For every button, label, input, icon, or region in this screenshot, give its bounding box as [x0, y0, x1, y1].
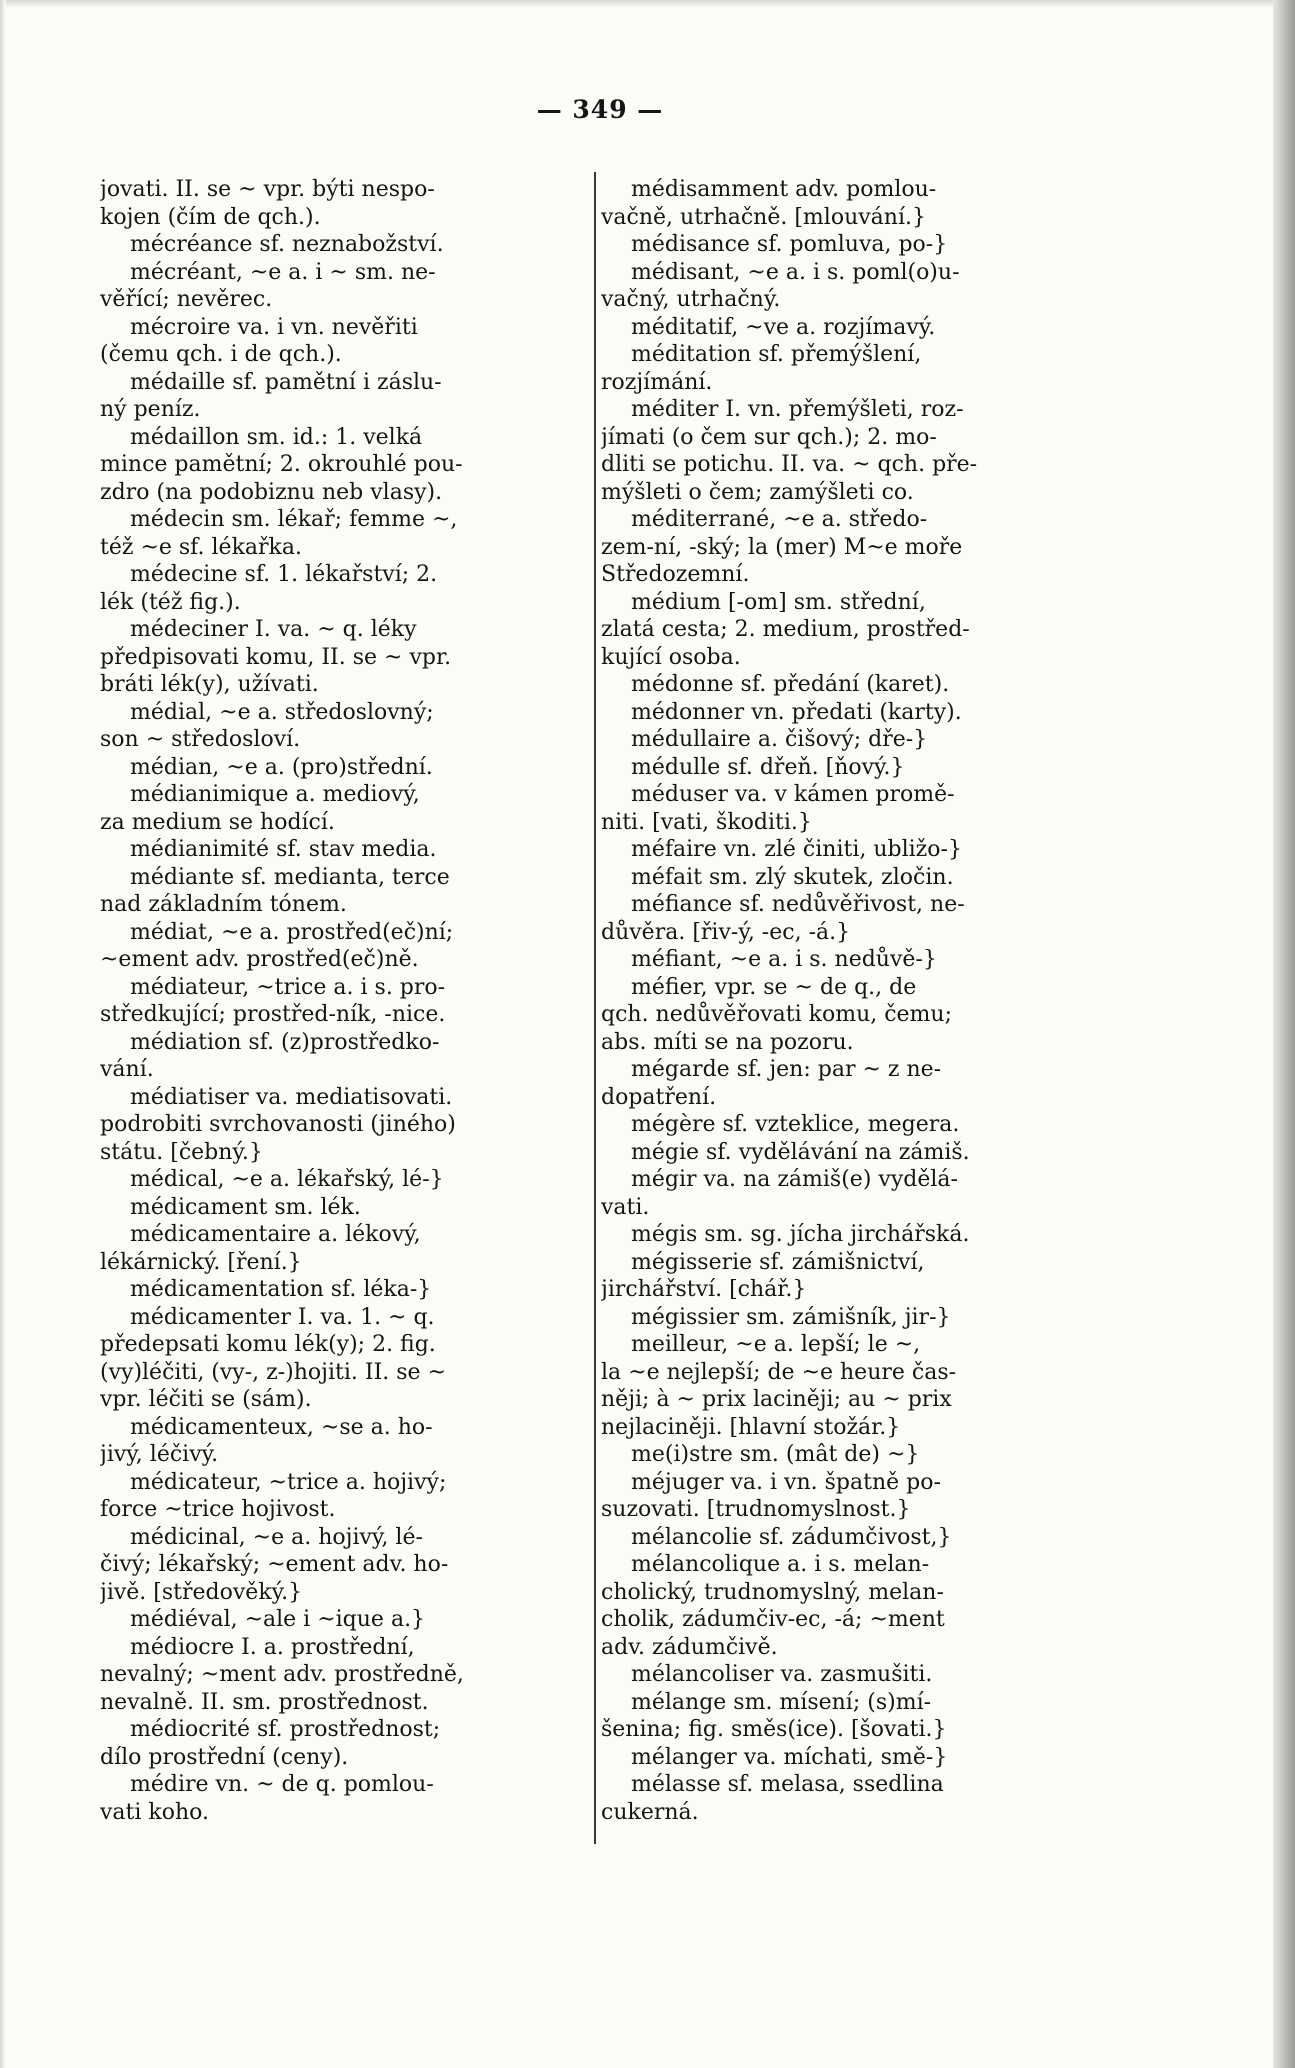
right-column-line: méfiant, ~e a. i s. nedůvě-}	[631, 947, 937, 972]
left-column	[100, 176, 595, 1826]
left-column-line: zdro (na podobiznu neb vlasy).	[100, 479, 443, 505]
left-column-line: ný peníz.	[100, 397, 201, 422]
right-column-line: méditer I. vn. přemýšleti, roz-	[631, 397, 964, 422]
right-column-line: méditation sf. přemýšlení,	[631, 342, 922, 367]
right-column-line: méfiance sf. nedůvěřivost, ne-	[631, 892, 965, 917]
right-column-line: méditatif, ~ve a. rozjímavý.	[631, 314, 936, 340]
left-column-line: bráti lék(y), užívati.	[100, 672, 319, 697]
right-column-line: zem-ní, -ský; la (mer) M~e moře	[601, 534, 963, 560]
left-column-line: nevalně. II. sm. prostřednost.	[100, 1689, 429, 1715]
right-column-line: vati.	[601, 1194, 650, 1220]
left-column-line: jovati. II. se ~ vpr. býti nespo-	[100, 177, 435, 202]
left-column-line: podrobiti svrchovanosti (jiného)	[100, 1112, 456, 1137]
right-column-line: kující osoba.	[601, 644, 741, 670]
right-column-line: mélancoliser va. zasmušiti.	[631, 1662, 933, 1687]
column-divider	[594, 172, 596, 1844]
left-column-line: ~ement adv. prostřed(eč)ně.	[100, 947, 419, 972]
left-column-line: médicamentation sf. léka-}	[130, 1277, 432, 1302]
right-column-line: médisamment adv. pomlou-	[631, 177, 937, 202]
right-column-line: mélancolie sf. zádumčivost,}	[631, 1524, 952, 1550]
page-number: — 349 —	[536, 95, 664, 124]
right-column-line: niti. [vati, škoditi.}	[601, 809, 812, 835]
left-column-line: (vy)léčiti, (vy-, z-)hojiti. II. se ~	[100, 1359, 447, 1385]
left-column-line: médiocrité sf. prostřednost;	[130, 1717, 441, 1742]
left-column-line: médicinal, ~e a. hojivý, lé-	[130, 1524, 423, 1550]
left-column-line: médeciner I. va. ~ q. léky	[130, 617, 417, 642]
left-column-line: mécréance sf. neznabožství.	[130, 232, 444, 257]
left-column-line: médical, ~e a. lékařský, lé-}	[130, 1167, 444, 1192]
right-column-line: mégir va. na zámiš(e) vydělá-	[631, 1167, 958, 1192]
left-column-line: médicamenter I. va. 1. ~ q.	[130, 1304, 435, 1330]
right-column-line: mégisserie sf. zámišnictví,	[631, 1249, 925, 1275]
left-column-line: předepsati komu lék(y); 2. fig.	[100, 1332, 436, 1357]
right-column-line: mégis sm. sg. jícha jirchářská.	[631, 1222, 970, 1247]
right-column-line: Středozemní.	[601, 562, 750, 587]
right-column-line: jirchářství. [chář.}	[601, 1277, 807, 1302]
left-column-line: předpisovati komu, II. se ~ vpr.	[100, 644, 452, 670]
left-column-line: médicamentaire a. lékový,	[130, 1222, 421, 1247]
right-column-line: dliti se potichu. II. va. ~ qch. pře-	[601, 452, 978, 477]
right-column-line: důvěra. [řiv-ý, -ec, -á.}	[601, 919, 851, 945]
page-right-edge	[1273, 0, 1295, 2068]
left-column-line: médiat, ~e a. prostřed(eč)ní;	[130, 919, 454, 945]
right-column-line: abs. míti se na pozoru.	[601, 1029, 854, 1055]
page-left-edge	[0, 0, 6, 2068]
left-column-line: kojen (čím de qch.).	[100, 204, 321, 230]
right-column-line: dopatření.	[601, 1084, 717, 1110]
right-column-line: šenina; fig. směs(ice). [šovati.}	[601, 1717, 947, 1742]
left-column-line: lékárnický. [ření.}	[100, 1249, 302, 1275]
right-column-line: méfait sm. zlý skutek, zločin.	[631, 864, 954, 890]
right-column-line: médisance sf. pomluva, po-}	[631, 232, 948, 257]
left-column-line: médiéval, ~ale i ~ique a.}	[130, 1607, 426, 1632]
right-column-line: mélange sm. mísení; (s)mí-	[631, 1689, 932, 1715]
right-column-line: nejlaciněji. [hlavní stožár.}	[601, 1414, 901, 1440]
right-column-line: méjuger va. i vn. špatně po-	[631, 1469, 941, 1495]
right-column-line: me(i)stre sm. (mât de) ~}	[631, 1442, 920, 1467]
left-column-line: za medium se hodící.	[100, 809, 335, 835]
left-column-line: son ~ středosloví.	[100, 727, 301, 752]
right-column-line: méfier, vpr. se ~ de q., de	[631, 974, 917, 1000]
left-column-line: médicateur, ~trice a. hojivý;	[130, 1469, 447, 1495]
right-column-line: méditerrané, ~e a. středo-	[631, 507, 928, 532]
right-column-line: médium [-om] sm. střední,	[631, 589, 926, 615]
right-column-line: qch. nedůvěřovati komu, čemu;	[601, 1002, 953, 1027]
left-column-line: jivý, léčivý.	[100, 1442, 219, 1467]
right-column-line: vačně, utrhačně. [mlouvání.}	[601, 204, 926, 230]
left-column-line: mécroire va. i vn. nevěřiti	[130, 314, 418, 340]
left-column-line: mince pamětní; 2. okrouhlé pou-	[100, 452, 463, 477]
right-column-line: vačný, utrhačný.	[601, 287, 781, 312]
right-column	[601, 176, 1096, 1826]
right-column-line: cholik, zádumčiv-ec, -á; ~ment	[601, 1607, 945, 1632]
left-column-line: dílo prostřední (ceny).	[100, 1744, 349, 1770]
left-column-line: vání.	[100, 1057, 154, 1082]
right-column-line: jímati (o čem sur qch.); 2. mo-	[601, 424, 937, 450]
right-column-line: suzovati. [trudnomyslnost.}	[601, 1497, 911, 1522]
left-column-line: médianimique a. mediový,	[130, 782, 420, 807]
left-column-line: médian, ~e a. (pro)střední.	[130, 754, 433, 780]
left-column-line: médaille sf. pamětní i záslu-	[130, 369, 442, 395]
right-column-line: mégissier sm. zámišník, jir-}	[631, 1304, 951, 1330]
right-column-line: médonner vn. předati (karty).	[631, 699, 962, 725]
right-column-line: mélancolique a. i s. melan-	[631, 1552, 930, 1577]
left-column-line: vati koho.	[100, 1799, 210, 1825]
left-column-line: médiocre I. a. prostřední,	[130, 1634, 415, 1660]
right-column-line: cukerná.	[601, 1799, 699, 1825]
right-column-line: médulle sf. dřeň. [ňový.}	[631, 754, 905, 780]
right-column-line: mégarde sf. jen: par ~ z ne-	[631, 1057, 942, 1082]
left-column-line: médicament sm. lék.	[130, 1194, 361, 1220]
left-column-line: (čemu qch. i de qch.).	[100, 342, 342, 367]
left-column-line: force ~trice hojivost.	[100, 1497, 336, 1522]
right-column-line: médonne sf. předání (karet).	[631, 672, 950, 697]
right-column-line: mégère sf. vzteklice, megera.	[631, 1112, 960, 1137]
right-column-line: médisant, ~e a. i s. poml(o)u-	[631, 259, 960, 285]
right-column-line: mégie sf. vydělávání na zámiš.	[631, 1139, 970, 1165]
left-column-line: médecin sm. lékař; femme ~,	[130, 507, 458, 532]
left-column-line: středkující; prostřed-ník, -nice.	[100, 1002, 446, 1027]
left-column-line: médial, ~e a. středoslovný;	[130, 699, 434, 725]
right-column-line: mýšleti o čem; zamýšleti co.	[601, 479, 914, 505]
right-column-line: mélanger va. míchati, smě-}	[631, 1744, 948, 1770]
left-column-line: médecine sf. 1. lékařství; 2.	[130, 562, 438, 587]
left-column-line: též ~e sf. lékařka.	[100, 534, 302, 560]
left-column-line: médianimité sf. stav media.	[130, 837, 437, 862]
left-column-line: mécréant, ~e a. i ~ sm. ne-	[130, 259, 436, 285]
left-column-line: lék (též fig.).	[100, 589, 241, 615]
right-column-line: zlatá cesta; 2. medium, prostřed-	[601, 617, 970, 642]
left-column-line: nad základním tónem.	[100, 892, 347, 917]
right-column-line: cholický, trudnomyslný, melan-	[601, 1579, 944, 1605]
left-column-line: věřící; nevěrec.	[100, 287, 273, 312]
left-column-line: médaillon sm. id.: 1. velká	[130, 424, 423, 450]
left-column-line: čivý; lékařský; ~ement adv. ho-	[100, 1552, 449, 1577]
left-column-line: médiation sf. (z)prostředko-	[130, 1029, 440, 1055]
right-column-line: la ~e nejlepší; de ~e heure čas-	[601, 1359, 957, 1385]
right-column-line: meilleur, ~e a. lepší; le ~,	[631, 1332, 921, 1357]
right-column-line: mélasse sf. melasa, ssedlina	[631, 1772, 944, 1797]
left-column-line: médiante sf. medianta, terce	[130, 864, 450, 890]
right-column-line: něji; à ~ prix laciněji; au ~ prix	[601, 1387, 952, 1412]
right-column-line: méduser va. v kámen promě-	[631, 782, 955, 807]
right-column-line: adv. zádumčivě.	[601, 1634, 778, 1660]
left-column-line: vpr. léčiti se (sám).	[100, 1387, 312, 1412]
left-column-line: médiateur, ~trice a. i s. pro-	[130, 974, 446, 1000]
right-column-line: médullaire a. čišový; dře-}	[631, 727, 928, 752]
right-column-line: rozjímání.	[601, 369, 713, 395]
left-column-line: médiatiser va. mediatisovati.	[130, 1084, 453, 1110]
left-column-line: nevalný; ~ment adv. prostředně,	[100, 1662, 464, 1687]
left-column-line: jivě. [středověký.}	[100, 1579, 303, 1605]
left-column-line: státu. [čebný.}	[100, 1139, 263, 1165]
right-column-line: méfaire vn. zlé činiti, ubližo-}	[631, 837, 962, 862]
left-column-line: médicamenteux, ~se a. ho-	[130, 1414, 433, 1440]
page-top-edge	[0, 0, 1295, 8]
left-column-line: médire vn. ~ de q. pomlou-	[130, 1772, 434, 1797]
